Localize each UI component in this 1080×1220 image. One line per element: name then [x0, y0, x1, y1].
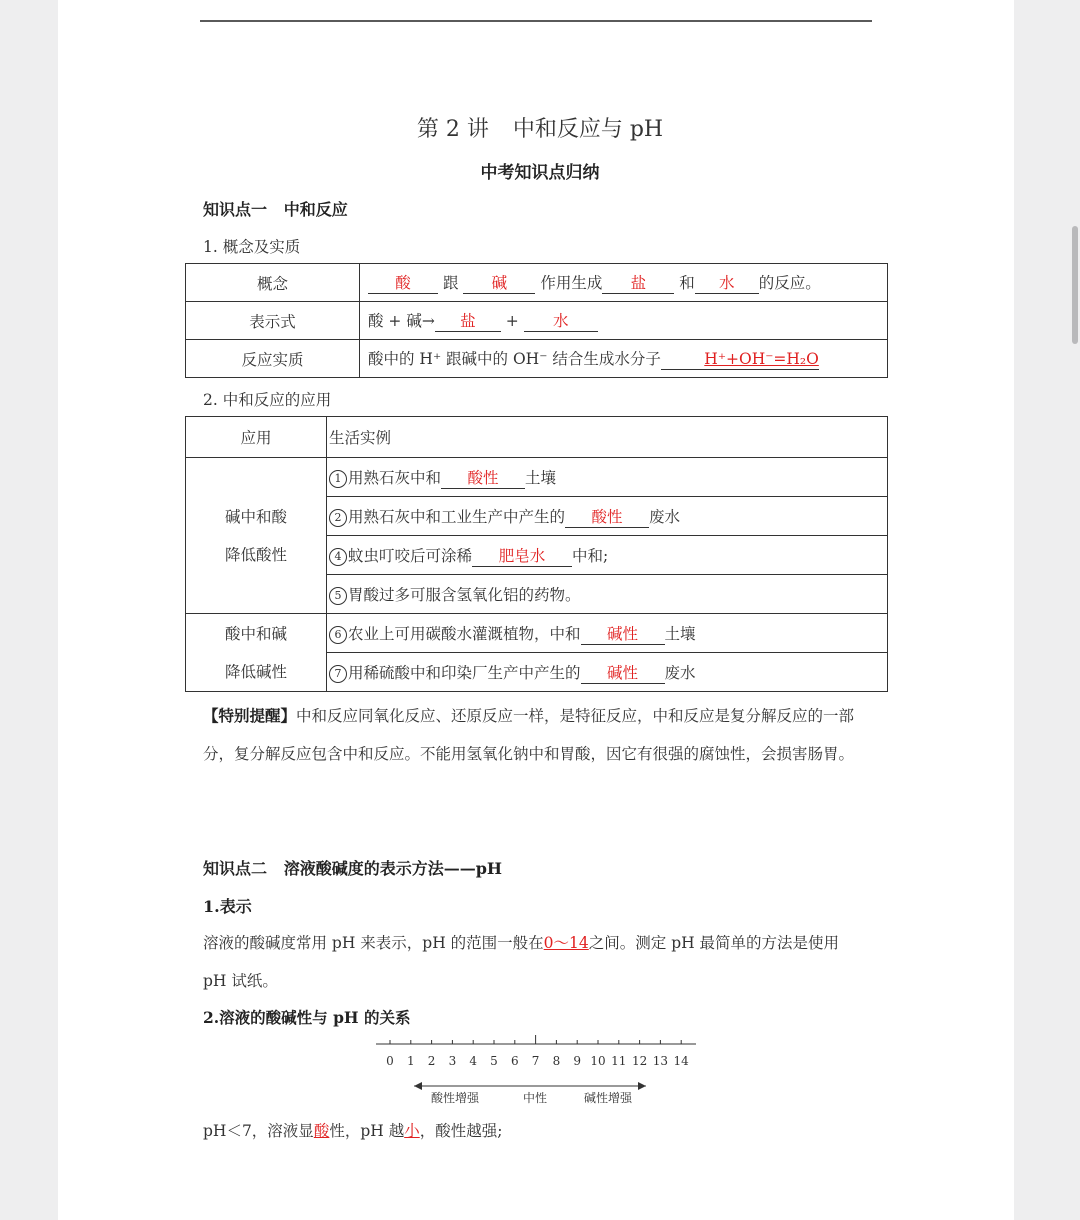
- section1-heading: 知识点一 中和反应: [203, 200, 348, 219]
- ph-tick-label: 3: [448, 1054, 457, 1068]
- arrow-right-icon: [638, 1082, 646, 1090]
- table-row: [186, 614, 888, 653]
- example-row: 2 用熟石灰中和工业生产中产生的 酸性 废水: [327, 497, 888, 536]
- ph-tick-label: 1: [406, 1054, 415, 1068]
- concept-definition: 酸 跟 碱 作用生成 盐 和 水 的反应。: [360, 264, 888, 302]
- concept-label: 概念: [186, 264, 360, 302]
- ph-tick-label: 11: [611, 1054, 627, 1068]
- ph-tick-label: 5: [490, 1054, 498, 1068]
- section2-last-line: pH＜7，溶液显酸性，pH 越小，酸性越强;: [203, 1122, 503, 1140]
- table-row: [186, 340, 888, 378]
- ph-tick-label: 0: [386, 1054, 394, 1068]
- scrollbar[interactable]: [1072, 226, 1078, 344]
- example-row: 1 用熟石灰中和 酸性 土壤: [327, 458, 888, 497]
- section2-para1-line2: pH 试纸。: [203, 972, 278, 990]
- ph-tick-label: 4: [469, 1054, 478, 1068]
- page-title: [0, 112, 1080, 143]
- section2-para1: 溶液的酸碱度常用 pH 来表示，pH 的范围一般在0～14之间。测定 pH 最简单的方法是使用: [203, 934, 840, 952]
- section2-sub2: 2.溶液的酸碱性与 pH 的关系: [203, 1008, 411, 1027]
- group-base-neutralization: 酸中和碱 降低碱性: [186, 614, 327, 692]
- ph-tick-label: 8: [552, 1054, 561, 1068]
- neutral-label: 中性: [522, 1091, 548, 1105]
- expression-label: 表示式: [186, 302, 360, 340]
- table-row: [186, 458, 888, 497]
- base-label: 碱性增强: [583, 1091, 633, 1105]
- lesson-title: 中和反应与 pH: [512, 117, 664, 142]
- special-reminder: 【特别提醒】中和反应同氧化反应、还原反应一样，是特征反应，中和反应是复分解反应的一部分，复分解反应包含中和反应。不能用氢氧化钠中和胃酸，因它有很强的腐蚀性，会损害肠胃。: [203, 706, 855, 763]
- section2-heading: 知识点二 溶液酸碱度的表示方法——pH: [203, 859, 503, 878]
- page-subtitle: 中考知识点归纳: [480, 163, 600, 183]
- header-application: 应用: [186, 417, 327, 458]
- example-row: 5 胃酸过多可服含氢氧化铝的药物。: [327, 575, 888, 614]
- table-row: [186, 264, 888, 302]
- ph-tick-label: 13: [652, 1054, 669, 1068]
- expression-formula: 酸 + 碱→ 盐 + 水: [360, 302, 888, 340]
- arrow-left-icon: [414, 1082, 422, 1090]
- essence-label: 反应实质: [186, 340, 360, 378]
- application-table: [185, 416, 888, 692]
- ph-tick-label: 10: [590, 1054, 606, 1068]
- section1-item1: 1. 概念及实质: [203, 238, 301, 256]
- example-row: 7 用稀硫酸中和印染厂生产中产生的 碱性 废水: [327, 653, 888, 692]
- ph-tick-label: 12: [631, 1054, 648, 1068]
- header-rule: [200, 20, 872, 22]
- concept-table: [185, 263, 888, 378]
- lesson-number: 第 2 讲: [416, 117, 489, 142]
- section2-sub1: 1.表示: [203, 897, 252, 916]
- ph-tick-label: 6: [510, 1054, 519, 1068]
- group-acid-neutralization: 碱中和酸 降低酸性: [186, 458, 327, 614]
- ph-tick-label: 2: [427, 1054, 436, 1068]
- essence-text: 酸中的 H⁺ 跟碱中的 OH⁻ 结合生成水分子 H⁺+OH⁻=H₂O: [360, 340, 888, 378]
- header-examples: 生活实例: [327, 417, 888, 458]
- example-row: 6 农业上可用碳酸水灌溉植物，中和 碱性 土壤: [327, 614, 888, 653]
- example-row: 4 蚊虫叮咬后可涂稀 肥皂水 中和;: [327, 536, 888, 575]
- table-row: [186, 302, 888, 340]
- table-header-row: [186, 417, 888, 458]
- ph-tick-label: 7: [531, 1054, 540, 1068]
- ph-tick-label: 9: [573, 1054, 582, 1068]
- ph-tick-label: 14: [673, 1054, 689, 1068]
- section1-item2: 2. 中和反应的应用: [203, 391, 332, 409]
- ph-scale: [374, 1032, 696, 1112]
- acid-label: 酸性增强: [430, 1091, 480, 1105]
